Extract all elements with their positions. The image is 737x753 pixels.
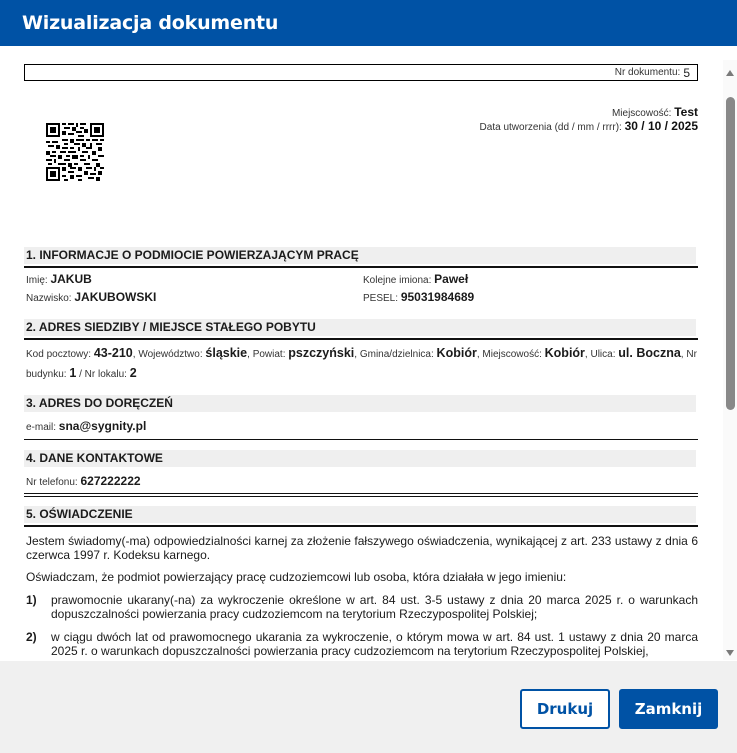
scroll-down-arrow-icon[interactable] xyxy=(726,650,734,656)
print-button[interactable]: Drukuj xyxy=(520,689,610,729)
postal-code-value: 43-210 xyxy=(93,346,133,360)
street-label: Ulica: xyxy=(590,349,616,360)
dialog-header xyxy=(0,0,737,46)
declaration-paragraph: Jestem świadomy(-ma) odpowiedzialności karnej za złożenie fałszywego oświadczenia, wynikającej z art. 233 ustawy z dnia 6 czerwca 1997 r. Kodeksu karnego. xyxy=(26,534,698,562)
scroll-up-arrow-icon[interactable] xyxy=(726,70,734,76)
pesel-value: 95031984689 xyxy=(400,290,475,304)
qr-code-icon xyxy=(46,123,104,181)
surname-field xyxy=(26,290,156,304)
street-value: ul. Boczna xyxy=(618,346,681,360)
pesel-field xyxy=(363,290,474,304)
unit-label: Nr lokalu: xyxy=(84,369,127,380)
section-double-divider xyxy=(24,493,698,497)
close-button[interactable]: Zamknij xyxy=(619,689,718,729)
date-label: Data utworzenia (dd / mm / rrrr): xyxy=(479,122,622,133)
commune-value: Kobiór xyxy=(436,346,477,360)
pesel-label: PESEL: xyxy=(363,293,399,304)
other-names-label: Kolejne imiona: xyxy=(363,275,432,286)
email-field xyxy=(26,419,146,433)
document-number-label: Nr dokumentu: xyxy=(614,67,681,78)
dialog-title: Wizualizacja dokumentu xyxy=(22,12,279,34)
unit-value: 2 xyxy=(129,366,137,380)
section-divider xyxy=(24,338,698,340)
document-number-value: 5 xyxy=(683,65,690,80)
section-divider xyxy=(24,525,698,527)
email-label: e-mail: xyxy=(26,422,57,433)
section-title: 4. DANE KONTAKTOWE xyxy=(24,450,696,467)
section-address xyxy=(24,319,698,384)
declaration-paragraph: Oświadczam, że podmiot powierzający pracę cudzoziemcowi lub osoba, która działała w jego imieniu: xyxy=(26,570,567,584)
postal-code-label: Kod pocztowy: xyxy=(26,349,92,360)
section-divider xyxy=(24,439,698,440)
section-declaration xyxy=(24,506,698,658)
first-name-value: JAKUB xyxy=(50,272,92,286)
phone-field xyxy=(26,474,141,488)
declaration-list-item xyxy=(24,593,698,621)
address-details: Kod pocztowy: 43-210, Województwo: śląskie, Powiat: pszczyński, Gmina/dzielnica: Kobiór, Miejscowość: Kobiór, Ulica: ul. Boczna, Nr budynku: 1 / Nr lokalu: 2 xyxy=(26,346,697,380)
date-value: 30 / 10 / 2025 xyxy=(624,119,698,133)
locality-value: Kobiór xyxy=(544,346,585,360)
section-divider xyxy=(24,266,698,268)
phone-value: 627222222 xyxy=(80,474,141,488)
first-name-label: Imię: xyxy=(26,275,48,286)
locality-label: Miejscowość: xyxy=(482,349,542,360)
section-title: 3. ADRES DO DORĘCZEŃ xyxy=(24,395,696,412)
section-title: 5. OŚWIADCZENIE xyxy=(24,506,696,523)
other-names-value: Paweł xyxy=(434,272,469,286)
section-title: 2. ADRES SIEDZIBY / MIEJSCE STAŁEGO POBYTU xyxy=(24,319,696,336)
county-label: Powiat: xyxy=(252,349,286,360)
document-number-box xyxy=(24,64,698,81)
place-date-block xyxy=(480,106,698,134)
email-value: sna@sygnity.pl xyxy=(58,419,147,433)
section-title: 1. INFORMACJE O PODMIOCIE POWIERZAJĄCYM PRACĘ xyxy=(24,247,696,264)
surname-label: Nazwisko: xyxy=(26,293,72,304)
section-contact xyxy=(24,450,698,488)
voivodeship-value: śląskie xyxy=(205,346,248,360)
place-value: Test xyxy=(674,105,698,119)
county-value: pszczyński xyxy=(288,346,355,360)
list-item-number: 1) xyxy=(26,593,37,607)
commune-label: Gmina/dzielnica: xyxy=(359,349,434,360)
other-names-field xyxy=(363,272,468,286)
dialog-footer xyxy=(0,661,737,753)
section-employer-info xyxy=(24,247,698,304)
building-value: 1 xyxy=(69,366,77,380)
section-delivery-address xyxy=(24,395,698,433)
document-preview-area xyxy=(0,46,737,661)
declaration-list-item xyxy=(24,630,698,658)
scrollbar-thumb[interactable] xyxy=(726,97,735,410)
list-item-text: w ciągu dwóch lat od prawomocnego ukarania za wykroczenie, o którym mowa w art. 84 ust. 1 ustawy z dnia 20 marca 2025 r. o warunkach dopuszczalności powierzania pracy cudzoziemcom na terytorium Rzeczypospolitej Polskiej, xyxy=(51,630,698,658)
place-label: Miejscowość: xyxy=(611,108,672,119)
vertical-scrollbar[interactable] xyxy=(723,60,737,660)
phone-label: Nr telefonu: xyxy=(26,477,78,488)
list-item-text: prawomocnie ukarany(-na) za wykroczenie określone w art. 84 ust. 3-5 ustawy z dnia 20 marca 2025 r. o warunkach dopuszczalności powierzania pracy cudzoziemcom na terytorium Rzeczypospolitej Polskiej; xyxy=(51,593,698,621)
first-name-field xyxy=(26,272,92,286)
building-label: Nr budynku: xyxy=(26,349,697,380)
list-item-number: 2) xyxy=(26,630,37,644)
document xyxy=(24,64,698,658)
voivodeship-label: Województwo: xyxy=(138,349,203,360)
surname-value: JAKUBOWSKI xyxy=(74,290,157,304)
